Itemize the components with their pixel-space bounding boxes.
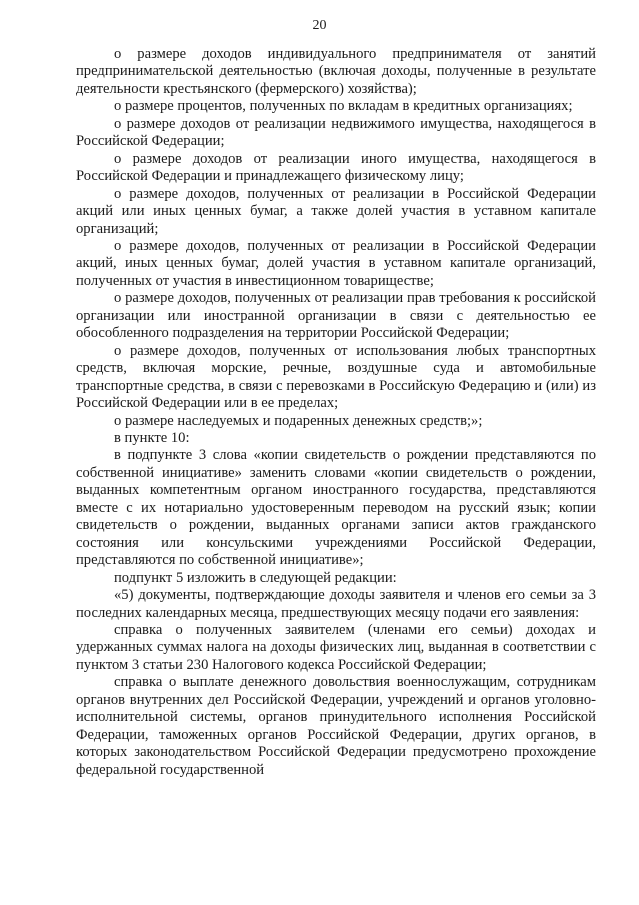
paragraph-inherited-funds: о размере наследуемых и подаренных денежных средств;»; xyxy=(114,412,483,429)
paragraph-allowance-certificate: справка о выплате денежного довольствия военнослужащим, сотрудникам органов внутренних дел Российской Федерации, учреждений и органов уголовно-исполнительной системы, органов принудительного исполнения Российской Федерации, таможенных органов Российской Федерации, других органов, в которых законодательством Российской Федерации предусмотрено прохождение федеральной государственной xyxy=(76,674,596,778)
paragraph-claim-rights-income: о размере доходов, полученных от реализации прав требования к российской организации или иностранной организации в связи с деятельностью ее обособленного подразделения на территории Российской Федерации; xyxy=(76,290,596,342)
paragraph-real-estate-income: о размере доходов от реализации недвижимого имущества, находящегося в Российской Федерации; xyxy=(76,115,596,150)
paragraph-subpoint-5-text: «5) документы, подтверждающие доходы заявителя и членов его семьи за 3 последних календарных месяца, предшествующих месяцу подачи его заявления: xyxy=(76,587,596,621)
paragraph-deposit-interest: о размере процентов, полученных по вкладам в кредитных организациях; xyxy=(114,98,573,115)
paragraph-point-10: в пункте 10: xyxy=(114,429,190,446)
paragraph-subpoint-5-intro: подпункт 5 изложить в следующей редакции: xyxy=(114,569,397,586)
paragraph-subpoint-3: в подпункте 3 слова «копии свидетельств о рождении представляются по собственной инициативе» заменить словами «копии свидетельств о рождении, выданных компетентным органом иностранного государства, представляются вместе с их нотариально удостоверенным переводом на русский язык; копии свидетельств о рождении, выданных органами записи актов гражданского состояния или консульскими учреждениями Российской Федерации, представляются по собственной инициативе»; xyxy=(76,447,596,569)
paragraph-other-property-income: о размере доходов от реализации иного имущества, находящегося в Российской Федерации и принадлежащего физическому лицу; xyxy=(76,150,596,185)
document-body xyxy=(76,46,596,779)
page-number: 20 xyxy=(312,18,327,33)
paragraph-entrepreneur-income: о размере доходов индивидуального предпринимателя от занятий предпринимательской деятельностью (включая доходы, полученные в результате деятельности крестьянского (фермерского) хозяйства); xyxy=(76,46,596,97)
paragraph-investment-partnership-income: о размере доходов, полученных от реализации в Российской Федерации акций, иных ценных бумаг, долей участия в уставном капитале организаций, полученных от участия в инвестиционном товариществе; xyxy=(76,237,596,289)
paragraph-tax-certificate: справка о полученных заявителем (членами его семьи) доходах и удержанных суммах налога на доходы физических лиц, выданная в соответствии с пунктом 3 статьи 230 Налогового кодекса Российской Федерации; xyxy=(76,621,596,673)
paragraph-securities-income: о размере доходов, полученных от реализации в Российской Федерации акций или иных ценных бумаг, а также долей участия в уставном капитале организаций; xyxy=(76,185,596,237)
paragraph-transport-income: о размере доходов, полученных от использования любых транспортных средств, включая морские, речные, воздушные суда и автомобильные транспортные средства, в связи с перевозками в Российскую Федерацию и (или) из Российской Федерации или в ее пределах; xyxy=(76,342,596,412)
